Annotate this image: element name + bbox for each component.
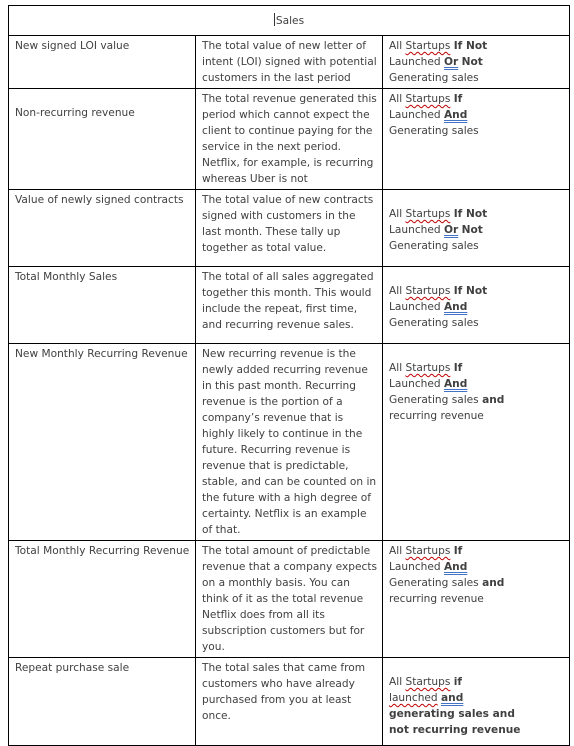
table-title-row: [9, 6, 570, 36]
applicability-text: Generating sales: [389, 394, 479, 406]
applicability-condition: if: [453, 676, 462, 688]
metric-name[interactable]: New signed LOI value: [9, 36, 196, 89]
applicability-text: Generating sales: [389, 240, 479, 252]
table-row: [9, 267, 570, 344]
applicability-text: All: [389, 93, 403, 105]
table-row: [9, 89, 570, 190]
applicability-text: All: [389, 545, 403, 557]
metric-description[interactable]: The total revenue generated this period which cannot expect the client to continue paying for the service in the next period. Netflix, for example, is recurring whereas Uber is not: [196, 89, 383, 190]
spellcheck-word: Startups: [405, 545, 451, 557]
applicability-cell[interactable]: [383, 541, 570, 658]
applicability-text: recurring revenue: [389, 410, 484, 422]
applicability-condition: Not: [461, 224, 483, 236]
applicability-cell[interactable]: [383, 89, 570, 190]
sales-metrics-table: [8, 5, 570, 746]
table-title: Sales: [275, 14, 305, 27]
applicability-cell[interactable]: [383, 36, 570, 89]
metric-description[interactable]: The total amount of predictable revenue that a company expects on a monthly basis. You can think of it as the total revenue Netflix does from all its subscription customers but for you.: [196, 541, 383, 658]
metric-name[interactable]: New Monthly Recurring Revenue: [9, 344, 196, 541]
applicability-condition: If Not: [453, 40, 488, 52]
spellcheck-word: Startups: [405, 93, 451, 105]
table-row: [9, 541, 570, 658]
metric-name[interactable]: Non-recurring revenue: [9, 89, 196, 190]
applicability-cell[interactable]: [383, 190, 570, 267]
applicability-cell[interactable]: [383, 658, 570, 746]
spellcheck-word: Startups: [405, 362, 451, 374]
table-title-cell[interactable]: [9, 6, 570, 36]
applicability-text: All: [389, 676, 403, 688]
metric-name[interactable]: Repeat purchase sale: [9, 658, 196, 746]
applicability-condition: If: [453, 545, 463, 557]
applicability-condition: If Not: [453, 285, 488, 297]
applicability-condition: Not: [461, 56, 483, 68]
applicability-condition: If: [453, 93, 463, 105]
applicability-text: Generating sales: [389, 72, 479, 84]
applicability-text: not recurring revenue: [389, 724, 521, 736]
applicability-text: Generating sales: [389, 125, 479, 137]
applicability-text: Launched: [389, 224, 441, 236]
applicability-text: All: [389, 285, 403, 297]
applicability-text: Generating sales: [389, 577, 479, 589]
metric-description[interactable]: The total of all sales aggregated together this month. This would include the repeat, first time, and recurring revenue sales.: [196, 267, 383, 344]
applicability-text: All: [389, 40, 403, 52]
applicability-text: All: [389, 362, 403, 374]
grammar-flagged-word: And: [443, 378, 468, 390]
grammar-flagged-word: And: [443, 109, 468, 121]
grammar-flagged-word: and: [441, 692, 464, 704]
metric-description[interactable]: The total value of new contracts signed with customers in the last month. These tally up together as total value.: [196, 190, 383, 267]
grammar-flagged-word: And: [443, 561, 468, 573]
metric-description[interactable]: The total sales that came from customers who have already purchased from you at least once.: [196, 658, 383, 746]
grammar-flagged-word: Or: [443, 224, 459, 236]
table-row: [9, 344, 570, 541]
applicability-condition: If: [453, 362, 463, 374]
grammar-flagged-word: And: [443, 301, 468, 313]
applicability-text: Launched: [389, 301, 441, 313]
spellcheck-word: Startups: [405, 208, 451, 220]
applicability-text: Launched: [389, 56, 441, 68]
table-row: [9, 36, 570, 89]
table-row: [9, 190, 570, 267]
table-row: [9, 658, 570, 746]
applicability-condition: and: [482, 577, 505, 589]
spellcheck-word: launched: [389, 692, 438, 704]
applicability-text: All: [389, 208, 403, 220]
applicability-text: Launched: [389, 109, 441, 121]
applicability-condition: If Not: [453, 208, 488, 220]
metric-description[interactable]: The total value of new letter of intent (LOI) signed with potential customers in the last period: [196, 36, 383, 89]
spellcheck-word: Startups: [405, 40, 451, 52]
metric-description[interactable]: New recurring revenue is the newly added recurring revenue in this past month. Recurring revenue is the portion of a company’s revenue that is highly likely to continue in the future. Recurring revenue is revenue that is predictable, stable, and can be counted on in the future with a high degree of certainty. Netflix is an example of that.: [196, 344, 383, 541]
metric-name[interactable]: Total Monthly Sales: [9, 267, 196, 344]
applicability-text: Generating sales: [389, 317, 479, 329]
text-cursor: [274, 13, 275, 26]
grammar-flagged-word: Or: [443, 56, 459, 68]
applicability-condition: and: [482, 394, 505, 406]
applicability-cell[interactable]: [383, 344, 570, 541]
spellcheck-word: Startups: [405, 285, 451, 297]
spellcheck-word: Startups: [405, 676, 451, 688]
metric-name[interactable]: Total Monthly Recurring Revenue: [9, 541, 196, 658]
applicability-text: Launched: [389, 561, 441, 573]
applicability-text: Launched: [389, 378, 441, 390]
applicability-cell[interactable]: [383, 267, 570, 344]
applicability-text: generating sales and: [389, 708, 515, 720]
applicability-text: recurring revenue: [389, 593, 484, 605]
metric-name[interactable]: Value of newly signed contracts: [9, 190, 196, 267]
